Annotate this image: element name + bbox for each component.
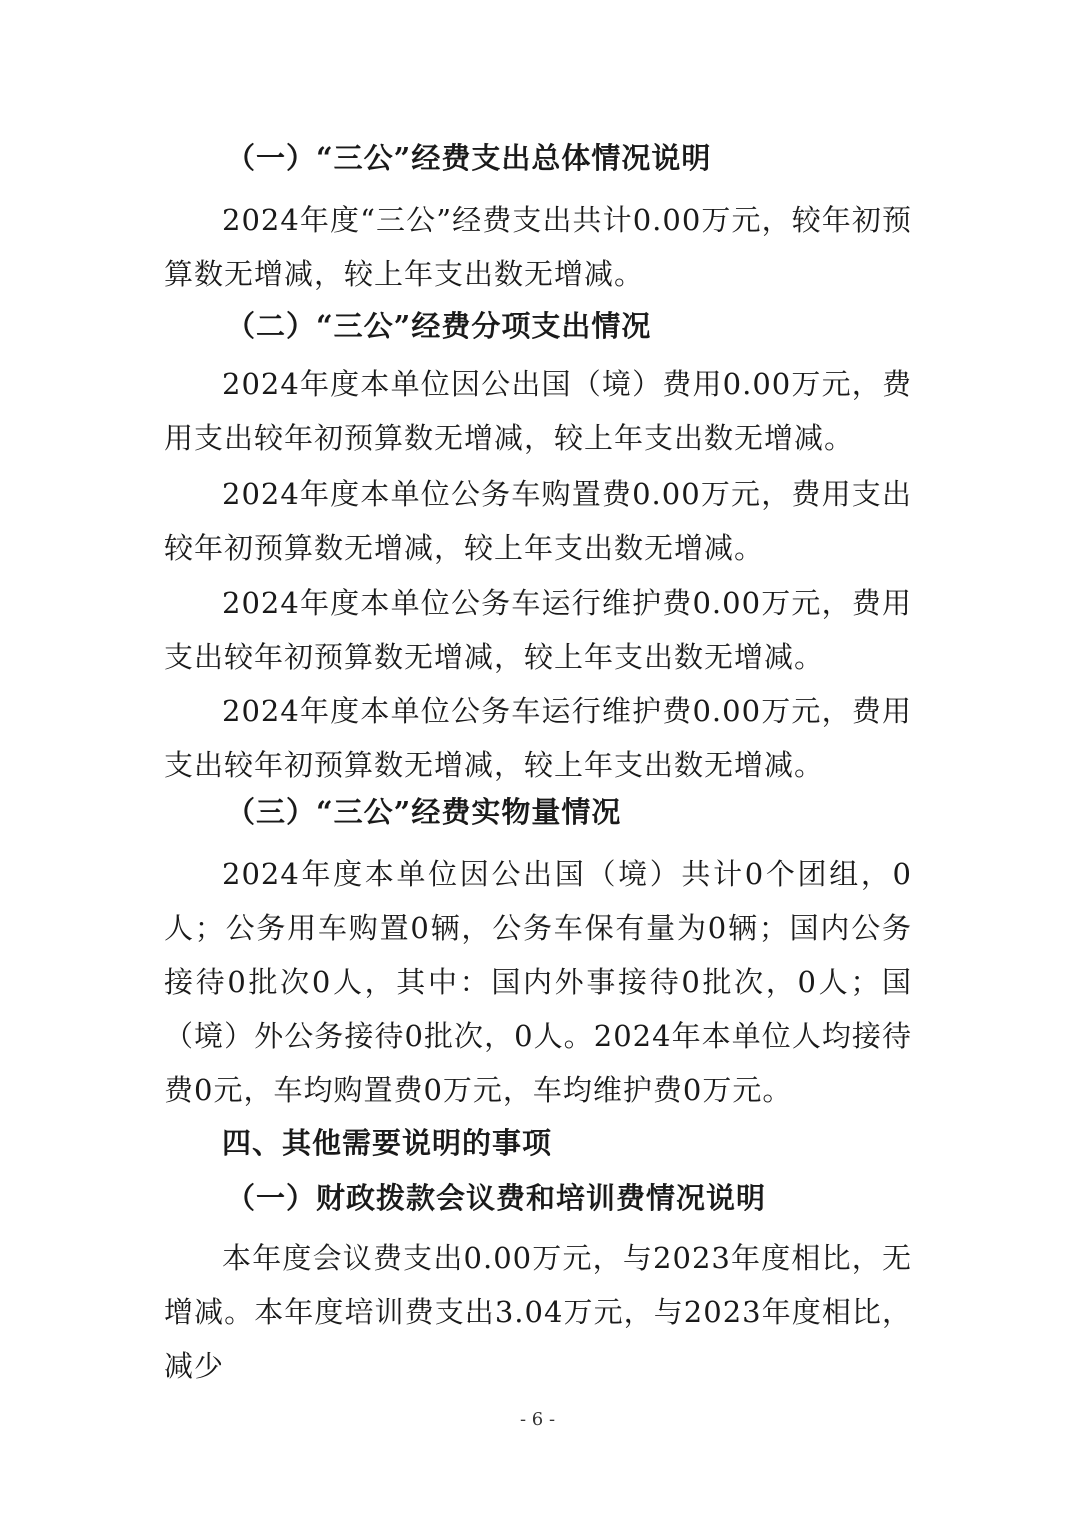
- paragraph-overseas-travel: 2024年度本单位因公出国（境）费用0.00万元，费用支出较年初预算数无增减，较上年支出数无增减。: [164, 367, 912, 455]
- paragraph-vehicle-maintenance-2: 2024年度本单位公务车运行维护费0.00万元，费用支出较年初预算数无增减，较上年支出数无增减。: [164, 694, 912, 782]
- subheading-meeting-training: （一）财政拨款会议费和培训费情况说明: [226, 1181, 767, 1215]
- paragraph-vehicle-maintenance-1: 2024年度本单位公务车运行维护费0.00万元，费用支出较年初预算数无增减，较上年支出数无增减。: [164, 586, 912, 674]
- subheading-itemized-expense: （二）“三公”经费分项支出情况: [226, 309, 652, 343]
- subheading-overall-explanation: （一）“三公”经费支出总体情况说明: [226, 141, 712, 175]
- page-number: - 6 -: [519, 1409, 556, 1430]
- paragraph-meeting-training: 本年度会议费支出0.00万元，与2023年度相比，无增减。本年度培训费支出3.04万元，与2023年度相比，减少: [164, 1241, 912, 1383]
- subheading-physical-quantity: （三）“三公”经费实物量情况: [226, 795, 622, 829]
- paragraph-vehicle-purchase: 2024年度本单位公务车购置费0.00万元，费用支出较年初预算数无增减，较上年支出数无增减。: [164, 477, 912, 565]
- paragraph-overall-expense: 2024年度“三公”经费支出共计0.00万元，较年初预算数无增减，较上年支出数无增减。: [164, 203, 912, 291]
- section-heading-other-matters: 四、其他需要说明的事项: [222, 1126, 553, 1160]
- paragraph-physical-quantity: 2024年度本单位因公出国（境）共计0个团组，0人；公务用车购置0辆，公务车保有量为0辆；国内公务接待0批次0人，其中：国内外事接待0批次，0人；国（境）外公务接待0批次，0人。2024年本单位人均接待费0元，车均购置费0万元，车均维护费0万元。: [164, 857, 912, 1107]
